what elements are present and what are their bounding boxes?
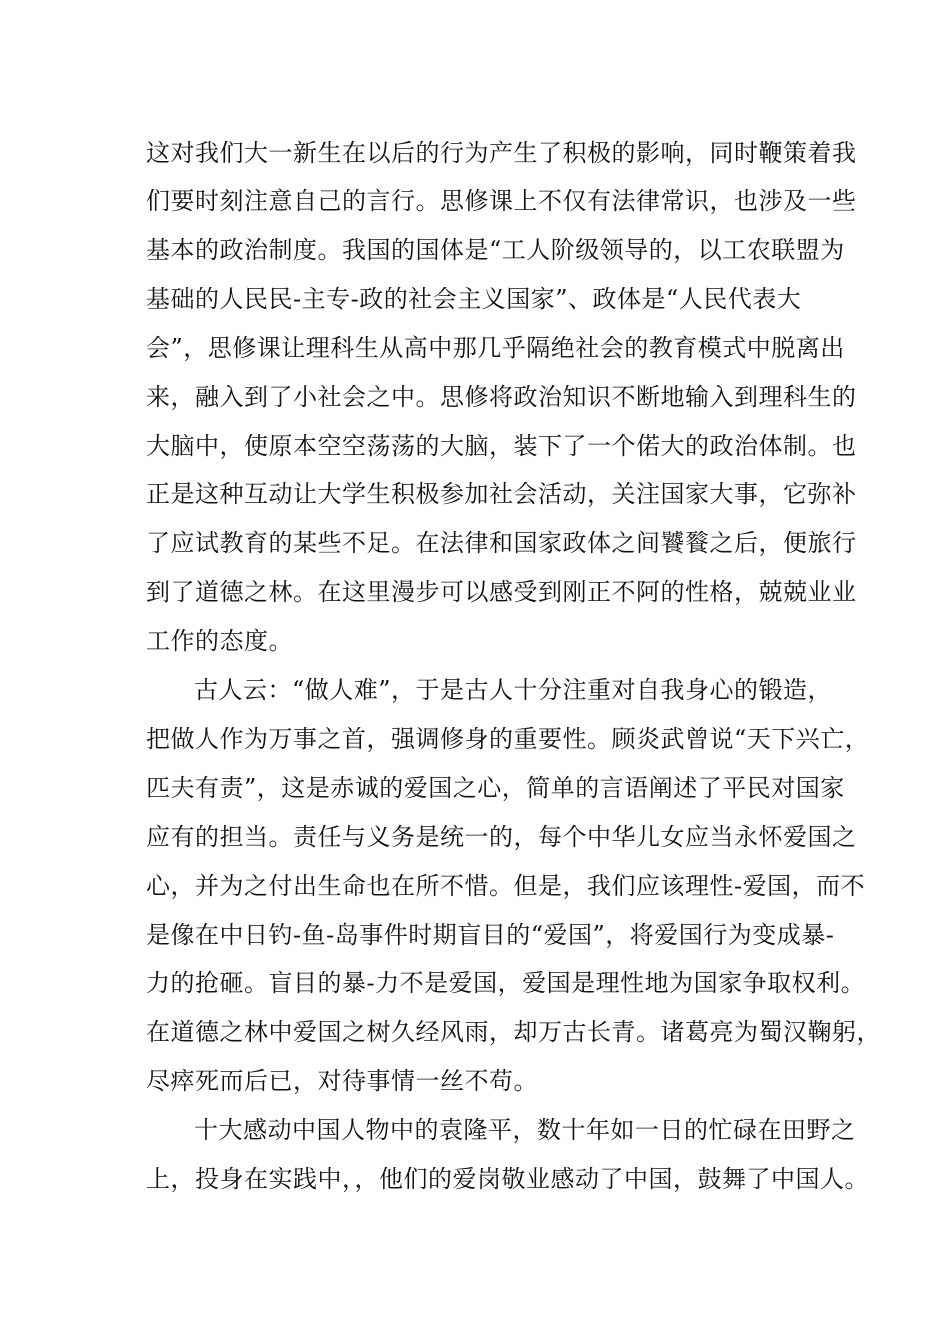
paragraph-first-line: 古人云：“做人难”，于是古人十分注重对自我身心的锻造， (194, 676, 833, 704)
text-line: 大脑中，使原本空空荡荡的大脑，装下了一个偌大的政治体制。也 (146, 432, 857, 460)
text-line: 基本的政治制度。我国的国体是“工人阶级领导的，以工农联盟为 (146, 236, 845, 264)
text-line: 正是这种互动让大学生积极参加社会活动，关注国家大事，它弥补 (146, 480, 857, 508)
text-line: 这对我们大一新生在以后的行为产生了积极的影响，同时鞭策着我 (146, 139, 857, 167)
text-line: 把做人作为万事之首，强调修身的重要性。顾炎武曾说“天下兴亡， (146, 725, 870, 753)
text-line: 基础的人民民-主专-政的社会主义国家”、政体是“人民代表大 (146, 285, 802, 313)
text-line: 来，融入到了小社会之中。思修将政治知识不断地输入到理科生的 (146, 383, 857, 411)
text-line: 到了道德之林。在这里漫步可以感受到刚正不阿的性格，兢兢业业 (146, 578, 857, 606)
text-line: 心，并为之付出生命也在所不惜。但是，我们应该理性-爱国，而不 (146, 872, 866, 900)
text-line: 上，投身在实践中，，他们的爱岗敬业感动了中国，鼓舞了中国人。 (146, 1165, 869, 1193)
text-line: 们要时刻注意自己的言行。思修课上不仅有法律常识，也涉及一些 (146, 187, 857, 215)
paragraph-first-line: 十大感动中国人物中的袁隆平，数十年如一日的忙碌在田野之 (194, 1116, 856, 1144)
text-line: 力的抢砸。盲目的暴-力不是爱国，爱国是理性地为国家争取权利。 (146, 969, 866, 997)
text-line: 是像在中日钓-鱼-岛事件时期盲目的“爱国”，将爱国行为变成暴- (146, 921, 835, 949)
text-line: 匹夫有责”，这是赤诚的爱国之心，简单的言语阐述了平民对国家 (146, 774, 845, 802)
text-line: 应有的担当。责任与义务是统一的，每个中华儿女应当永怀爱国之 (146, 823, 857, 851)
text-line: 会”，思修课让理科生从高中那几乎隔绝社会的教育模式中脱离出 (146, 334, 845, 362)
text-line: 了应试教育的某些不足。在法律和国家政体之间饕餮之后，便旅行 (146, 529, 857, 557)
text-line: 在道德之林中爱国之树久经风雨，却万古长青。诸葛亮为蜀汉鞠躬， (146, 1018, 881, 1046)
text-line: 尽瘁死而后已，对待事情一丝不苟。 (146, 1067, 538, 1095)
text-line: 工作的态度。 (146, 627, 293, 655)
